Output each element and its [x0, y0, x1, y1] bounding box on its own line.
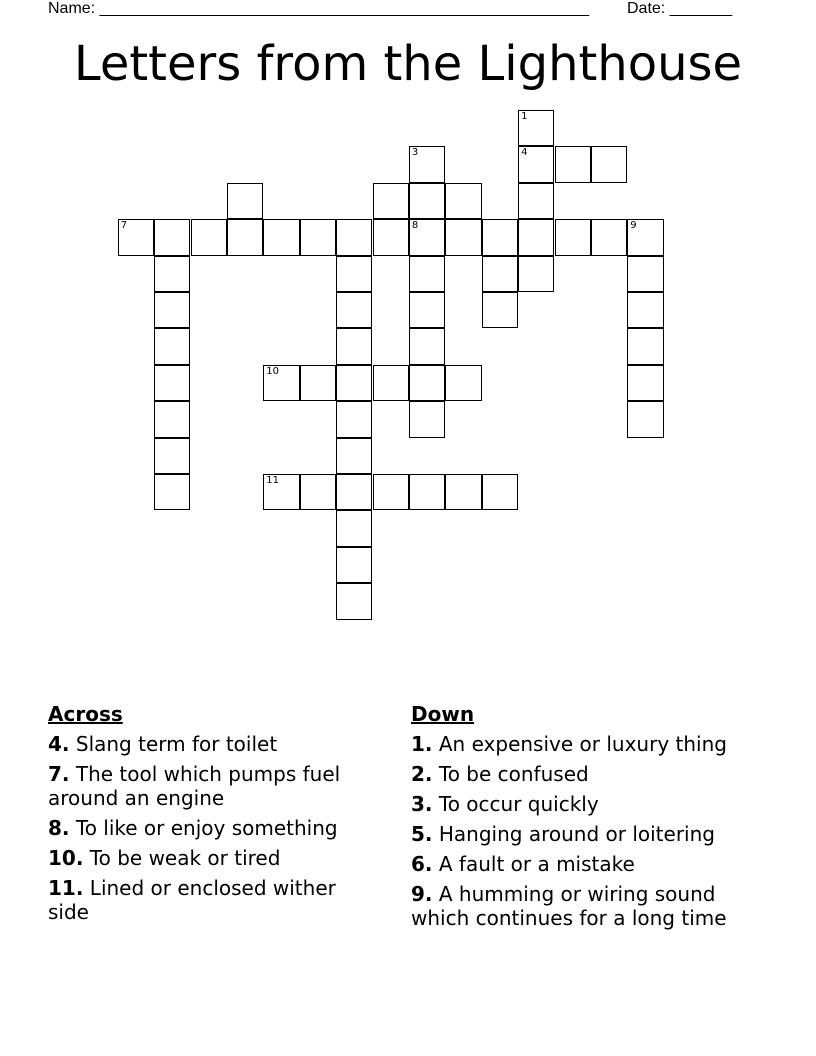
grid-cell[interactable]: [627, 365, 663, 401]
grid-cell[interactable]: [154, 256, 190, 292]
clue-number: 5.: [411, 822, 433, 846]
grid-cell[interactable]: [336, 328, 372, 364]
grid-cell[interactable]: [591, 146, 627, 182]
grid-cell[interactable]: [154, 474, 190, 510]
grid-cell[interactable]: [154, 219, 190, 255]
grid-cell[interactable]: [263, 365, 299, 401]
clue-text: A fault or a mistake: [438, 852, 635, 876]
across-clue: [48, 846, 378, 870]
down-clues: [411, 702, 771, 936]
grid-cell[interactable]: [336, 474, 372, 510]
grid-cell[interactable]: [300, 474, 336, 510]
grid-cell[interactable]: [627, 401, 663, 437]
down-clue: [411, 882, 771, 930]
grid-cell[interactable]: [373, 219, 409, 255]
down-clue: [411, 732, 771, 756]
clue-text: Slang term for toilet: [75, 732, 278, 756]
grid-cell[interactable]: [336, 365, 372, 401]
across-clues: [48, 702, 378, 930]
grid-cell[interactable]: [336, 256, 372, 292]
grid-cell[interactable]: [336, 401, 372, 437]
down-clue: [411, 852, 771, 876]
clue-number: 3.: [411, 792, 433, 816]
clue-number: 11.: [48, 876, 84, 900]
grid-cell[interactable]: [445, 183, 481, 219]
across-clue: [48, 816, 378, 840]
grid-cell[interactable]: [409, 401, 445, 437]
page-title: Letters from the Lighthouse: [73, 36, 743, 92]
grid-cell[interactable]: [154, 438, 190, 474]
clue-number-label: 4: [521, 147, 528, 159]
grid-cell[interactable]: [482, 219, 518, 255]
grid-cell[interactable]: [154, 401, 190, 437]
grid-cell[interactable]: [445, 365, 481, 401]
grid-cell[interactable]: [227, 219, 263, 255]
clue-text: To like or enjoy something: [75, 816, 338, 840]
clue-text: An expensive or luxury thing: [438, 732, 727, 756]
grid-cell[interactable]: [336, 510, 372, 546]
clue-number: 1.: [411, 732, 433, 756]
date-field-label: Date: _______: [627, 0, 732, 17]
grid-cell[interactable]: [154, 292, 190, 328]
grid-cell[interactable]: [373, 183, 409, 219]
grid-cell[interactable]: [227, 183, 263, 219]
grid-cell[interactable]: [518, 146, 554, 182]
grid-cell[interactable]: [154, 365, 190, 401]
grid-cell[interactable]: [518, 256, 554, 292]
grid-cell[interactable]: [409, 292, 445, 328]
clue-number-label: 10: [266, 365, 280, 377]
grid-cell[interactable]: [627, 328, 663, 364]
grid-cell[interactable]: [263, 474, 299, 510]
clue-text: The tool which pumps fuel around an engine: [48, 762, 341, 810]
across-clue: [48, 762, 378, 810]
grid-cell[interactable]: [555, 219, 591, 255]
clue-number: 8.: [48, 816, 70, 840]
down-clue: [411, 792, 771, 816]
grid-cell[interactable]: [555, 146, 591, 182]
grid-cell[interactable]: [482, 292, 518, 328]
clue-text: A humming or wiring sound which continues for a long time: [411, 882, 727, 930]
clue-text: To occur quickly: [438, 792, 599, 816]
grid-cell[interactable]: [445, 474, 481, 510]
grid-cell[interactable]: [409, 328, 445, 364]
grid-cell[interactable]: [518, 219, 554, 255]
grid-cell[interactable]: [409, 365, 445, 401]
across-clue: [48, 732, 378, 756]
clue-number: 4.: [48, 732, 70, 756]
grid-cell[interactable]: [336, 547, 372, 583]
grid-cell[interactable]: [482, 474, 518, 510]
grid-cell[interactable]: [300, 365, 336, 401]
down-clue: [411, 822, 771, 846]
grid-cell[interactable]: [627, 292, 663, 328]
across-clue: [48, 876, 378, 924]
grid-cell[interactable]: [336, 438, 372, 474]
clue-number: 6.: [411, 852, 433, 876]
across-heading: Across: [48, 702, 123, 726]
grid-cell[interactable]: [300, 219, 336, 255]
grid-cell[interactable]: [118, 219, 154, 255]
grid-cell[interactable]: [409, 183, 445, 219]
grid-cell[interactable]: [336, 292, 372, 328]
grid-cell[interactable]: [445, 219, 481, 255]
grid-cell[interactable]: [591, 219, 627, 255]
grid-cell[interactable]: [409, 146, 445, 182]
grid-cell[interactable]: [336, 583, 372, 619]
clue-number: 9.: [411, 882, 433, 906]
grid-cell[interactable]: [373, 474, 409, 510]
grid-cell[interactable]: [373, 365, 409, 401]
clue-number: 2.: [411, 762, 433, 786]
grid-cell[interactable]: [263, 219, 299, 255]
grid-cell[interactable]: [518, 110, 554, 146]
clue-text: Hanging around or loitering: [438, 822, 715, 846]
clue-number: 10.: [48, 846, 84, 870]
grid-cell[interactable]: [154, 328, 190, 364]
grid-cell[interactable]: [627, 256, 663, 292]
name-field-label: Name: _______________________________________________________: [48, 0, 589, 17]
clue-number: 7.: [48, 762, 70, 786]
grid-cell[interactable]: [482, 256, 518, 292]
grid-cell[interactable]: [409, 474, 445, 510]
down-clue: [411, 762, 771, 786]
grid-cell[interactable]: [336, 219, 372, 255]
grid-cell[interactable]: [518, 183, 554, 219]
grid-cell[interactable]: [627, 219, 663, 255]
clue-text: Lined or enclosed wither side: [48, 876, 336, 924]
grid-cell[interactable]: [409, 256, 445, 292]
clue-number-label: 11: [266, 475, 280, 486]
clue-number-label: 3: [411, 147, 419, 159]
clue-number-label: 9: [630, 220, 637, 232]
clue-text: To be confused: [438, 762, 589, 786]
clue-number-label: 8: [411, 220, 419, 232]
clue-number-label: 7: [120, 220, 128, 232]
grid-cell[interactable]: [191, 219, 227, 255]
down-heading: Down: [411, 702, 475, 726]
clue-number-label: 1: [521, 111, 528, 122]
clue-text: To be weak or tired: [89, 846, 281, 870]
grid-cell[interactable]: [409, 219, 445, 255]
